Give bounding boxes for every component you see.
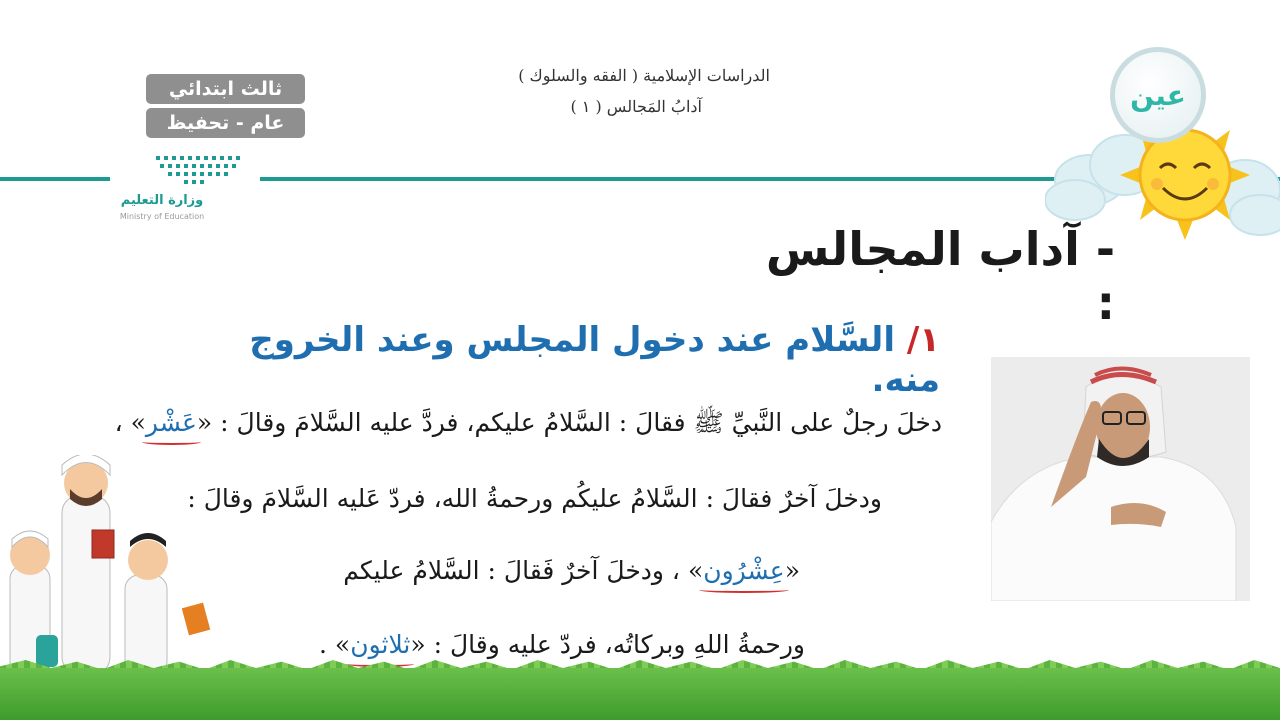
point-text: السَّلام عند دخول المجلس وعند الخروج منه.: [249, 320, 940, 400]
grass-ground: [0, 668, 1280, 720]
channel-logo: عين: [1110, 47, 1206, 143]
track-badge: عام - تحفيظ: [146, 108, 305, 138]
hadith-line-3: [340, 556, 800, 585]
interpreter-figure: [991, 357, 1250, 601]
interpreter-video: [991, 357, 1250, 601]
grade-badge: ثالث ابتدائي: [146, 74, 305, 104]
ministry-name-en: Ministry of Education: [119, 212, 205, 221]
line1-text: دخلَ رجلٌ على النَّبيِّ ﷺ فقالَ : السَّلامُ عليكم، فردَّ عليه السَّلامَ وقالَ : «: [196, 408, 942, 437]
highlight-thirty: ثلاثون: [350, 630, 411, 659]
section-title: - آداب المجالس :: [765, 222, 1115, 330]
highlight-twenty: عِشْرُون: [703, 556, 785, 585]
line4-text: ورحمةُ اللهِ وبركاتُه، فردّ عليه وقالَ : «: [410, 630, 805, 659]
hadith-line-4: [320, 630, 805, 659]
line1-end: » ،: [114, 408, 146, 437]
point-number: ١/: [906, 320, 940, 360]
line3-start: «: [784, 556, 800, 585]
kids-illustration: [0, 455, 220, 685]
ministry-name-ar: وزارة التعليم: [120, 193, 204, 208]
point-heading: [180, 320, 940, 400]
line3-text: » ، ودخلَ آخرٌ فَقالَ : السَّلامُ عليكم: [343, 556, 704, 585]
lesson-title: آدابُ المَجالس ( ١ ): [570, 97, 702, 116]
hadith-line-2: ودخلَ آخرٌ فقالَ : السَّلامُ عليكُم ورحمةُ الله، فردّ عَليه السَّلامَ وقالَ :: [187, 484, 882, 513]
hadith-line-1: [114, 407, 942, 444]
subject-title: الدراسات الإسلامية ( الفقه والسلوك ): [518, 66, 770, 85]
line4-end: » .: [319, 630, 351, 659]
highlight-ten: عَشْر: [145, 408, 197, 437]
